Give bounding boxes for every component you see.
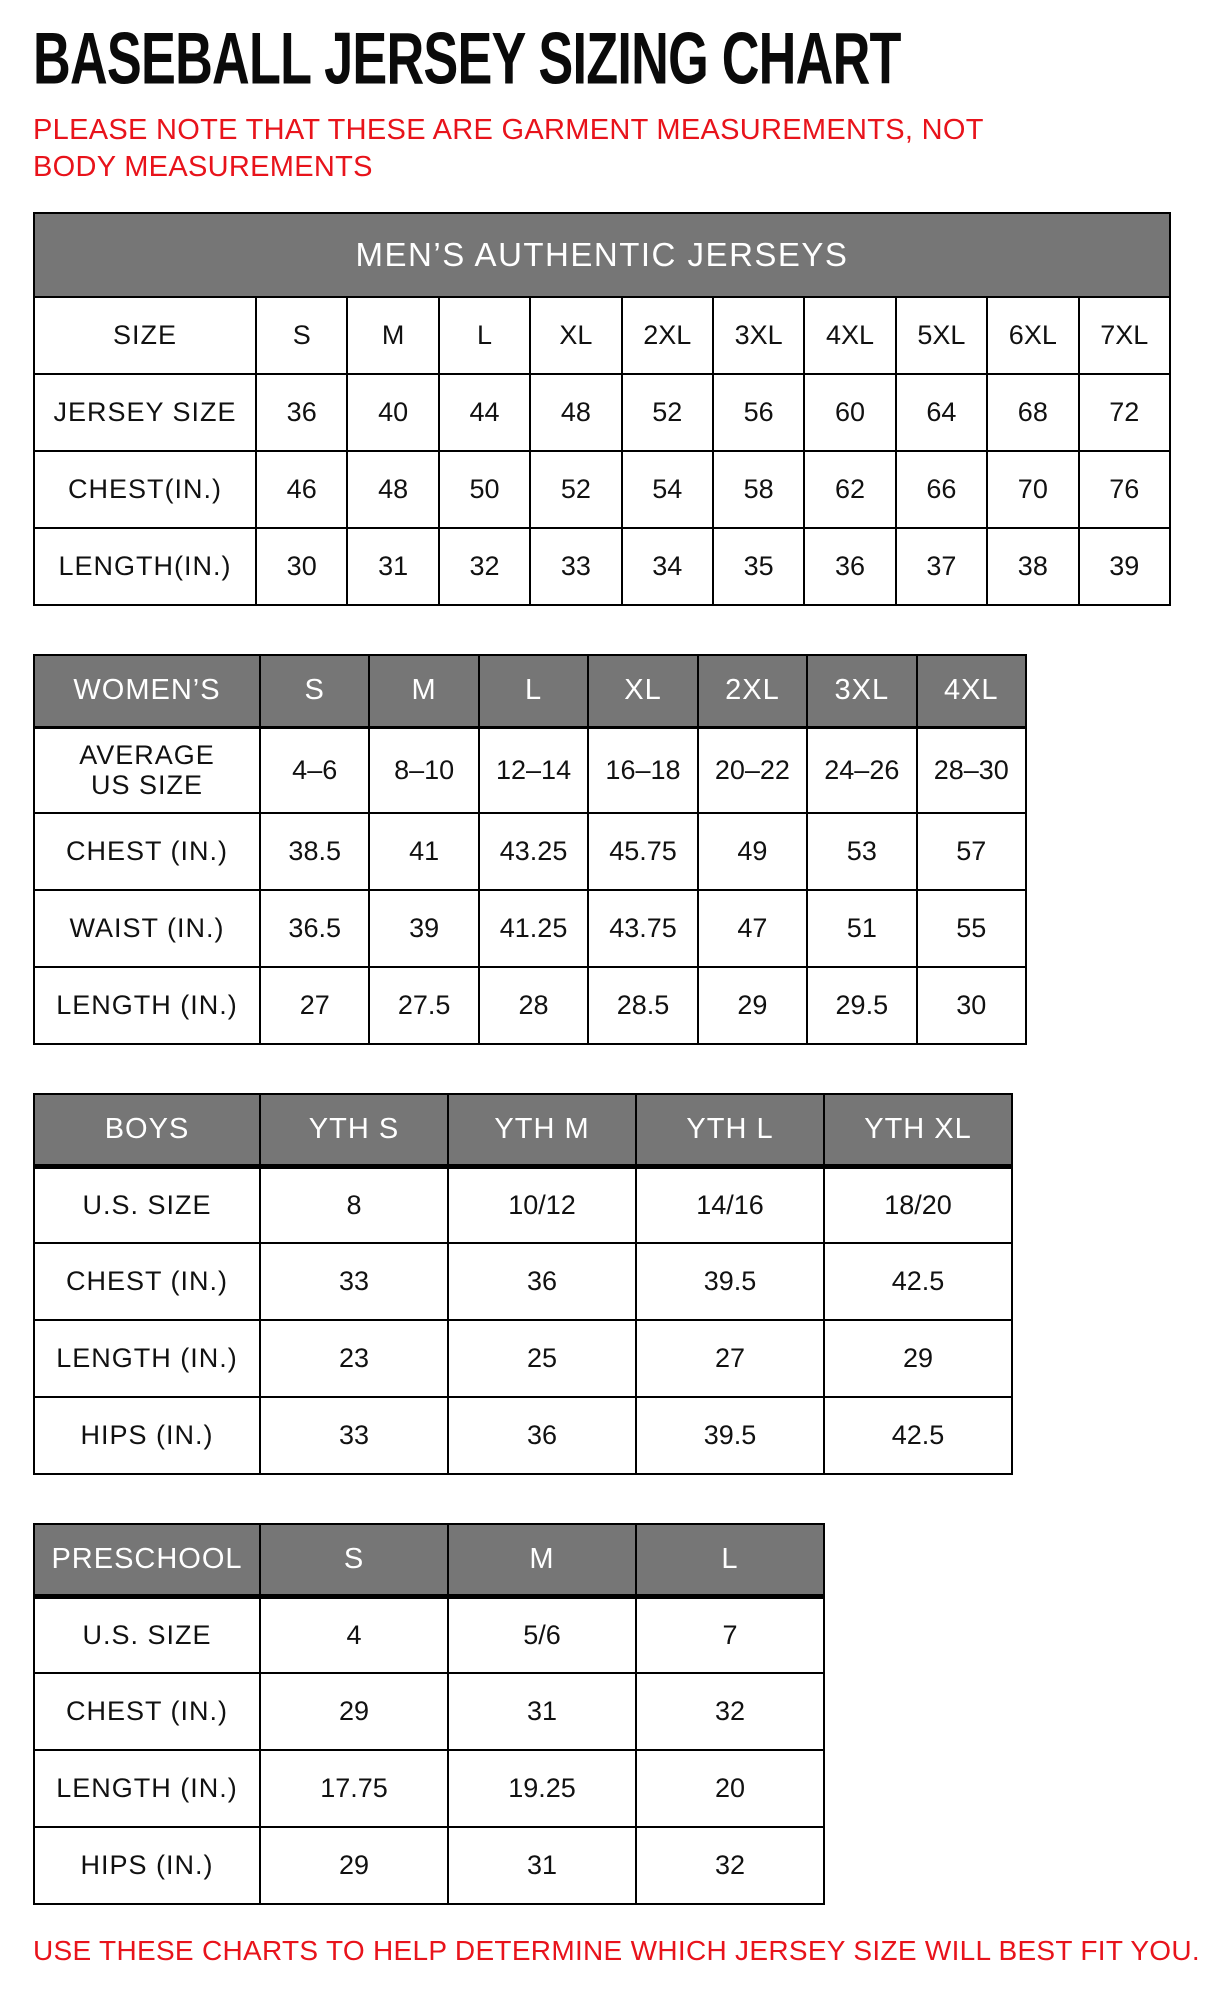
row-label: CHEST (IN.) [34, 813, 260, 890]
womens-table-title: WOMEN’S [34, 655, 260, 727]
size-value-cell: 64 [896, 374, 987, 451]
preschool-table-row [34, 1750, 824, 1827]
size-value-cell: 70 [987, 451, 1078, 528]
size-value-cell: 14/16 [636, 1166, 824, 1243]
size-value-cell: 2XL [622, 297, 713, 374]
size-value-cell: 72 [1079, 374, 1170, 451]
womens-size-header: S [260, 655, 369, 727]
size-value-cell: 28.5 [588, 967, 697, 1044]
size-value-cell: 39 [369, 890, 478, 967]
preschool-size-header: M [448, 1524, 636, 1596]
row-label: HIPS (IN.) [34, 1397, 260, 1474]
size-value-cell: 57 [917, 813, 1026, 890]
size-value-cell: 36.5 [260, 890, 369, 967]
size-value-cell: L [439, 297, 530, 374]
preschool-size-header: S [260, 1524, 448, 1596]
womens-sizing-table [33, 654, 1027, 1045]
boys-size-header: YTH XL [824, 1094, 1012, 1166]
womens-size-header: M [369, 655, 478, 727]
womens-header-row [34, 655, 1026, 727]
size-value-cell: 16–18 [588, 727, 697, 813]
size-value-cell: 25 [448, 1320, 636, 1397]
size-value-cell: 40 [347, 374, 438, 451]
size-value-cell: 31 [347, 528, 438, 605]
size-value-cell: S [256, 297, 347, 374]
size-value-cell: 36 [256, 374, 347, 451]
size-value-cell: 47 [698, 890, 807, 967]
mens-table-row [34, 528, 1170, 605]
size-value-cell: 36 [448, 1397, 636, 1474]
size-value-cell: 38.5 [260, 813, 369, 890]
boys-table-row [34, 1320, 1012, 1397]
size-value-cell: 66 [896, 451, 987, 528]
size-value-cell: 5XL [896, 297, 987, 374]
size-value-cell: 38 [987, 528, 1078, 605]
size-value-cell: 52 [622, 374, 713, 451]
row-label: LENGTH (IN.) [34, 1320, 260, 1397]
size-value-cell: 43.75 [588, 890, 697, 967]
size-value-cell: 20 [636, 1750, 824, 1827]
boys-sizing-table [33, 1093, 1013, 1475]
size-value-cell: 53 [807, 813, 916, 890]
size-value-cell: 33 [530, 528, 621, 605]
size-value-cell: 28–30 [917, 727, 1026, 813]
size-value-cell: 51 [807, 890, 916, 967]
size-value-cell: 28 [479, 967, 588, 1044]
size-value-cell: 49 [698, 813, 807, 890]
footer-note: USE THESE CHARTS TO HELP DETERMINE WHICH JERSEY SIZE WILL BEST FIT YOU. [33, 1935, 1200, 1967]
size-value-cell: 50 [439, 451, 530, 528]
size-value-cell: 76 [1079, 451, 1170, 528]
size-value-cell: 4–6 [260, 727, 369, 813]
mens-header-row [34, 213, 1170, 297]
size-value-cell: M [347, 297, 438, 374]
row-label: U.S. SIZE [34, 1596, 260, 1673]
size-value-cell: 31 [448, 1827, 636, 1904]
size-value-cell: 10/12 [448, 1166, 636, 1243]
boys-table-title: BOYS [34, 1094, 260, 1166]
preschool-table-row [34, 1827, 824, 1904]
size-value-cell: 34 [622, 528, 713, 605]
size-value-cell: XL [530, 297, 621, 374]
mens-table-row [34, 374, 1170, 451]
size-value-cell: 48 [347, 451, 438, 528]
mens-table-row [34, 297, 1170, 374]
size-value-cell: 33 [260, 1397, 448, 1474]
size-value-cell: 29.5 [807, 967, 916, 1044]
womens-size-header: 4XL [917, 655, 1026, 727]
size-value-cell: 39 [1079, 528, 1170, 605]
size-value-cell: 29 [260, 1827, 448, 1904]
size-value-cell: 42.5 [824, 1397, 1012, 1474]
size-value-cell: 68 [987, 374, 1078, 451]
row-label: CHEST(IN.) [34, 451, 256, 528]
size-value-cell: 42.5 [824, 1243, 1012, 1320]
size-value-cell: 7XL [1079, 297, 1170, 374]
size-value-cell: 36 [804, 528, 895, 605]
womens-table-row [34, 967, 1026, 1044]
size-value-cell: 44 [439, 374, 530, 451]
boys-table-row [34, 1243, 1012, 1320]
size-value-cell: 36 [448, 1243, 636, 1320]
size-value-cell: 6XL [987, 297, 1078, 374]
preschool-table-title: PRESCHOOL [34, 1524, 260, 1596]
womens-size-header: L [479, 655, 588, 727]
size-value-cell: 58 [713, 451, 804, 528]
size-value-cell: 17.75 [260, 1750, 448, 1827]
size-value-cell: 7 [636, 1596, 824, 1673]
size-value-cell: 48 [530, 374, 621, 451]
size-value-cell: 4XL [804, 297, 895, 374]
row-label: JERSEY SIZE [34, 374, 256, 451]
row-label: WAIST (IN.) [34, 890, 260, 967]
page-title-text: BASEBALL JERSEY SIZING CHART [33, 17, 901, 100]
size-value-cell: 46 [256, 451, 347, 528]
size-value-cell: 20–22 [698, 727, 807, 813]
preschool-table-row [34, 1673, 824, 1750]
row-label: CHEST (IN.) [34, 1243, 260, 1320]
size-value-cell: 12–14 [479, 727, 588, 813]
size-value-cell: 62 [804, 451, 895, 528]
size-value-cell: 31 [448, 1673, 636, 1750]
mens-table-title: MEN’S AUTHENTIC JERSEYS [34, 213, 1170, 297]
womens-table-row [34, 813, 1026, 890]
preschool-sizing-table [33, 1523, 825, 1905]
size-value-cell: 41 [369, 813, 478, 890]
row-label: U.S. SIZE [34, 1166, 260, 1243]
page-title [33, 17, 1190, 100]
size-value-cell: 45.75 [588, 813, 697, 890]
womens-table-row [34, 890, 1026, 967]
mens-sizing-table [33, 212, 1171, 606]
size-value-cell: 30 [256, 528, 347, 605]
size-value-cell: 54 [622, 451, 713, 528]
size-value-cell: 19.25 [448, 1750, 636, 1827]
size-value-cell: 32 [636, 1673, 824, 1750]
size-value-cell: 56 [713, 374, 804, 451]
size-value-cell: 4 [260, 1596, 448, 1673]
boys-table-row [34, 1397, 1012, 1474]
size-value-cell: 24–26 [807, 727, 916, 813]
size-value-cell: 55 [917, 890, 1026, 967]
size-value-cell: 41.25 [479, 890, 588, 967]
womens-size-header: XL [588, 655, 697, 727]
tables-container [33, 212, 1190, 1905]
row-label: CHEST (IN.) [34, 1673, 260, 1750]
size-value-cell: 35 [713, 528, 804, 605]
size-value-cell: 60 [804, 374, 895, 451]
size-value-cell: 27 [636, 1320, 824, 1397]
row-label: AVERAGE US SIZE [34, 727, 260, 813]
womens-size-header: 2XL [698, 655, 807, 727]
size-value-cell: 27.5 [369, 967, 478, 1044]
size-value-cell: 33 [260, 1243, 448, 1320]
row-label: SIZE [34, 297, 256, 374]
size-value-cell: 39.5 [636, 1397, 824, 1474]
size-value-cell: 32 [439, 528, 530, 605]
mens-table-row [34, 451, 1170, 528]
boys-size-header: YTH S [260, 1094, 448, 1166]
row-label: LENGTH (IN.) [34, 967, 260, 1044]
row-label: HIPS (IN.) [34, 1827, 260, 1904]
row-label: LENGTH (IN.) [34, 1750, 260, 1827]
size-value-cell: 23 [260, 1320, 448, 1397]
boys-size-header: YTH L [636, 1094, 824, 1166]
size-value-cell: 29 [824, 1320, 1012, 1397]
size-value-cell: 37 [896, 528, 987, 605]
boys-size-header: YTH M [448, 1094, 636, 1166]
size-value-cell: 30 [917, 967, 1026, 1044]
size-value-cell: 29 [260, 1673, 448, 1750]
boys-table-row [34, 1166, 1012, 1243]
size-value-cell: 43.25 [479, 813, 588, 890]
size-value-cell: 29 [698, 967, 807, 1044]
size-value-cell: 8 [260, 1166, 448, 1243]
womens-table-row [34, 727, 1026, 813]
size-value-cell: 3XL [713, 297, 804, 374]
size-value-cell: 18/20 [824, 1166, 1012, 1243]
size-value-cell: 32 [636, 1827, 824, 1904]
womens-size-header: 3XL [807, 655, 916, 727]
size-value-cell: 8–10 [369, 727, 478, 813]
garment-measurements-note: PLEASE NOTE THAT THESE ARE GARMENT MEASUREMENTS, NOT BODY MEASUREMENTS [33, 114, 984, 184]
size-value-cell: 39.5 [636, 1243, 824, 1320]
size-value-cell: 27 [260, 967, 369, 1044]
boys-header-row [34, 1094, 1012, 1166]
preschool-header-row [34, 1524, 824, 1596]
preschool-size-header: L [636, 1524, 824, 1596]
preschool-table-row [34, 1596, 824, 1673]
size-value-cell: 52 [530, 451, 621, 528]
row-label: LENGTH(IN.) [34, 528, 256, 605]
size-value-cell: 5/6 [448, 1596, 636, 1673]
